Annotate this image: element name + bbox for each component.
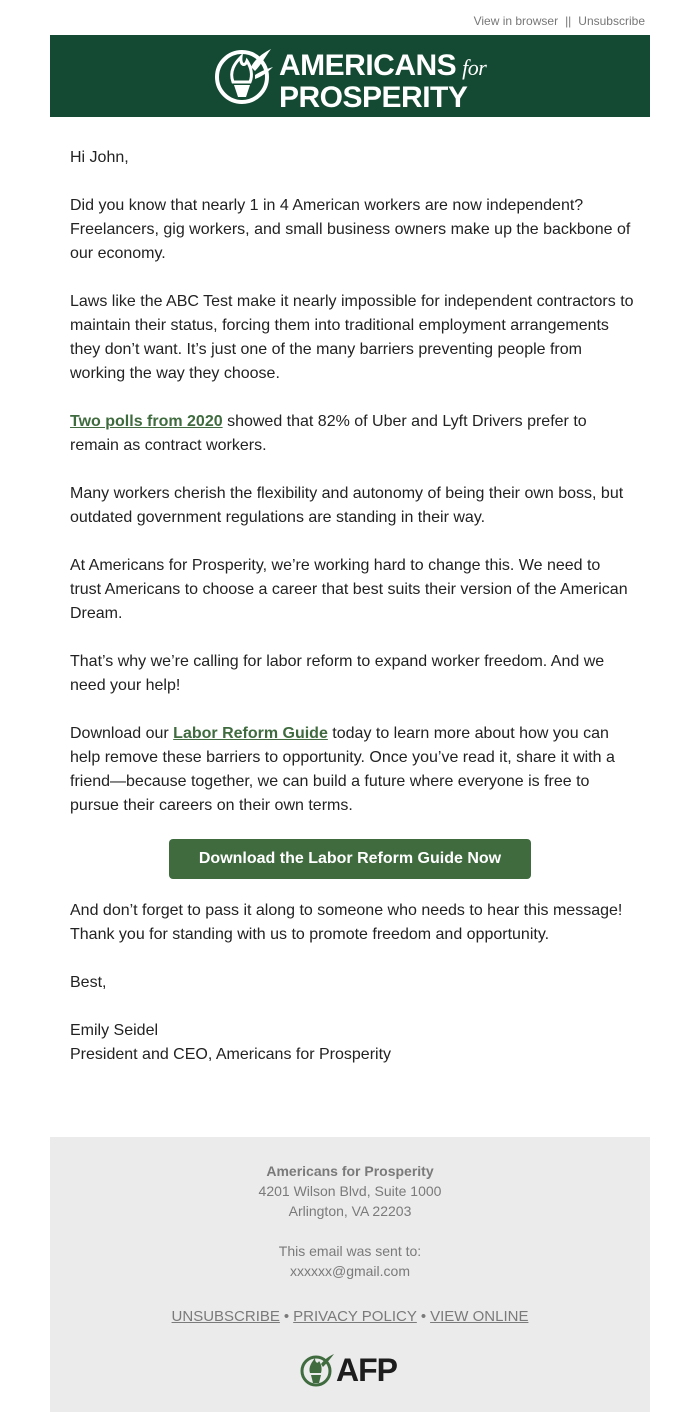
signature-title: President and CEO, Americans for Prosperity: [70, 1046, 392, 1063]
afp-logo[interactable]: [215, 45, 495, 114]
labor-reform-guide-link[interactable]: Labor Reform Guide: [173, 725, 328, 742]
greeting: Hi John,: [70, 149, 129, 166]
footer-dot: •: [283, 1308, 290, 1325]
footer-unsubscribe-link[interactable]: UNSUBSCRIBE: [171, 1308, 280, 1325]
footer-view-online-link[interactable]: VIEW ONLINE: [430, 1308, 529, 1325]
footer-dot: •: [420, 1308, 427, 1325]
footer-address-line2: Arlington, VA 22203: [288, 1203, 412, 1219]
afp-logo-text: AFP: [336, 1352, 397, 1388]
top-links: [474, 14, 645, 28]
email-footer: [50, 1137, 650, 1412]
footer-afp-logo[interactable]: [300, 1352, 410, 1388]
two-polls-link[interactable]: Two polls from 2020: [70, 413, 223, 430]
logo-line2: PROSPERITY: [279, 81, 468, 114]
footer-privacy-link[interactable]: PRIVACY POLICY: [293, 1308, 417, 1325]
view-in-browser-link[interactable]: View in browser: [473, 14, 559, 28]
email-body: [70, 146, 635, 842]
footer-links: [50, 1308, 650, 1325]
paragraph-5: At Americans for Prosperity, we’re working hard to change this. We need to trust Americans to choose a career that best suits their version of the American Dream.: [70, 557, 628, 622]
torch-icon: [215, 45, 275, 107]
link-separator: ||: [565, 14, 572, 28]
signature-name: Emily Seidel: [70, 1022, 159, 1039]
paragraph-2: Laws like the ABC Test make it nearly impossible for independent contractors to maintain their status, forcing them into traditional employment arrangements they don’t want. It’s just one of the many barriers preventing people from working the way they choose.: [70, 293, 634, 382]
footer-recipient-email: xxxxxx@gmail.com: [289, 1263, 410, 1279]
signature: [70, 1019, 635, 1067]
logo-line1: AMERICANS: [279, 49, 457, 82]
paragraph-7-text: today to learn more about how you can help remove these barriers to opportunity. Once you’ve read it, share it with a friend—because together, we can build a future where everyone is free to pursue their careers on their own terms.: [70, 725, 615, 814]
paragraph-1: Did you know that nearly 1 in 4 American workers are now independent? Freelancers, gig workers, and small business owners make up the backbone of our economy.: [70, 197, 631, 262]
paragraph-8: And don’t forget to pass it along to someone who needs to hear this message! Thank you for standing with us to promote freedom and opportunity.: [70, 902, 623, 943]
unsubscribe-link-top[interactable]: Unsubscribe: [578, 14, 645, 28]
logo-for: for: [462, 55, 487, 80]
paragraph-3: [70, 410, 635, 458]
paragraph-6: That’s why we’re calling for labor reform to expand worker freedom. And we need your help!: [70, 653, 605, 694]
paragraph-3-text: showed that 82% of Uber and Lyft Drivers prefer to remain as contract workers.: [70, 413, 587, 454]
paragraph-4: Many workers cherish the flexibility and autonomy of being their own boss, but outdated government regulations are standing in their way.: [70, 485, 624, 526]
email-header: [50, 35, 650, 117]
email-closing: [70, 899, 635, 1091]
logo-wordmark: [279, 51, 486, 113]
footer-address-line1: 4201 Wilson Blvd, Suite 1000: [258, 1183, 442, 1199]
paragraph-7-pre: Download our: [70, 725, 174, 742]
download-guide-button[interactable]: Download the Labor Reform Guide Now: [169, 839, 531, 879]
footer-org: Americans for Prosperity: [266, 1163, 434, 1179]
afp-torch-icon: [300, 1352, 336, 1388]
footer-sent-label: This email was sent to:: [278, 1243, 422, 1259]
paragraph-7: [70, 722, 635, 818]
signoff: Best,: [70, 974, 107, 991]
